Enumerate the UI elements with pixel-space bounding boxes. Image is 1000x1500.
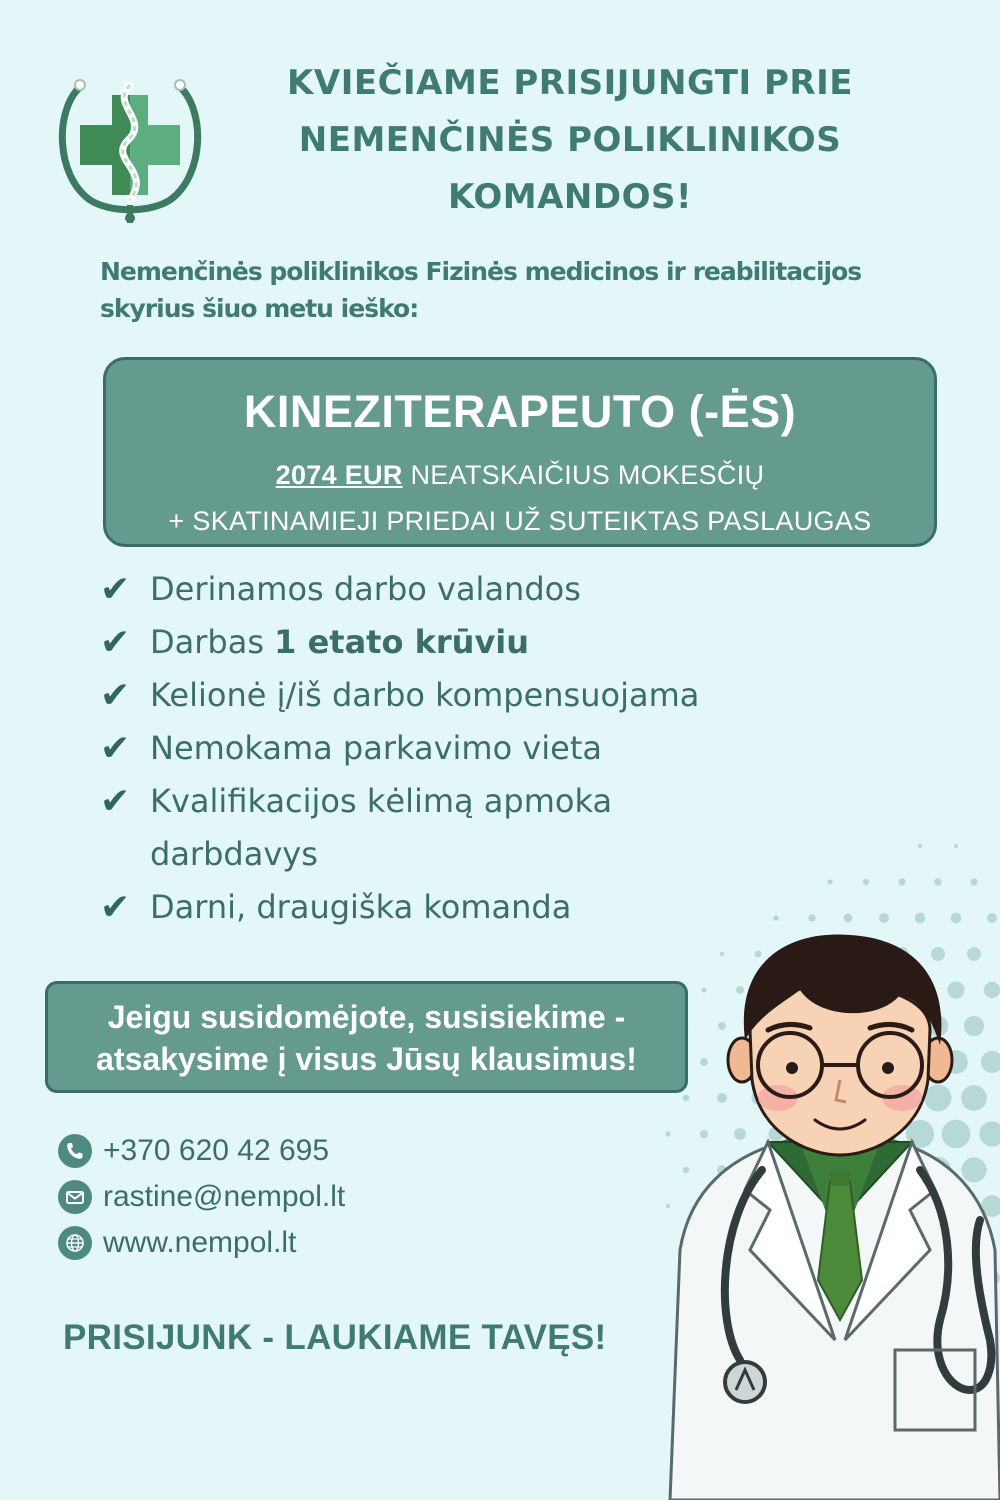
headline-line-3: KOMANDOS! <box>448 177 692 217</box>
decorative-dot <box>934 878 941 885</box>
email-icon <box>58 1180 92 1214</box>
contact-callout-line-2: atsakysime į visus Jūsų klausimus! <box>96 1041 637 1077</box>
benefit-text-bold: 1 etato krūviu <box>274 623 530 661</box>
benefit-text: Nemokama parkavimo vieta <box>150 729 602 767</box>
check-icon: ✔ <box>100 675 131 716</box>
decorative-dot <box>827 879 832 884</box>
headline <box>250 55 890 226</box>
intro-text <box>100 253 980 327</box>
bonus-line: + SKATINAMIEJI PRIEDAI UŽ SUTEIKTAS PASLAUGAS <box>168 506 872 536</box>
check-icon: ✔ <box>100 622 131 663</box>
salary-amount: 2074 EUR <box>275 460 403 490</box>
decorative-dot <box>970 878 977 885</box>
salary-note: NEATSKAIČIUS MOKESČIŲ <box>402 460 765 490</box>
job-offer-box <box>103 357 937 547</box>
intro-line-2: skyrius šiuo metu ieško: <box>100 294 419 323</box>
benefit-item <box>100 616 800 669</box>
contact-phone[interactable] <box>58 1128 345 1174</box>
doctor-illustration <box>650 920 1000 1500</box>
contact-callout-line-1: Jeigu susidomėjote, susisiekime - <box>107 999 626 1035</box>
check-icon: ✔ <box>100 728 131 769</box>
headline-line-2: NEMENČINĖS POLIKLINIKOS <box>298 120 842 160</box>
benefit-text: Kvalifikacijos kėlimą apmoka darbdavys <box>150 782 613 873</box>
phone-number: +370 620 42 695 <box>103 1134 330 1167</box>
contact-callout <box>45 981 688 1093</box>
headline-line-1: KVIEČIAME PRISIJUNGTI PRIE <box>287 63 853 103</box>
benefit-text: Derinamos darbo valandos <box>150 570 581 608</box>
email-address: rastine@nempol.lt <box>103 1180 346 1213</box>
check-icon: ✔ <box>100 781 131 822</box>
check-icon: ✔ <box>100 569 131 610</box>
clinic-logo-icon <box>50 65 210 225</box>
globe-icon <box>58 1226 92 1260</box>
decorative-dot <box>954 844 958 848</box>
contact-list <box>58 1128 345 1266</box>
benefit-item <box>100 722 800 775</box>
salary-line <box>106 460 934 491</box>
benefit-text: Darni, draugiška komanda <box>150 888 572 926</box>
benefit-text <box>150 616 710 669</box>
decorative-dot <box>918 844 922 848</box>
intro-line-1: Nemenčinės poliklinikos Fizinės medicinos ir reabilitacijos <box>100 257 862 286</box>
contact-website[interactable] <box>58 1220 345 1266</box>
decorative-dot <box>898 878 905 885</box>
benefit-text-prefix: Darbas <box>150 623 275 661</box>
benefit-text: Kelionė į/iš darbo kompensuojama <box>150 676 700 714</box>
phone-icon <box>58 1134 92 1168</box>
benefit-item <box>100 669 800 722</box>
footer-slogan: PRISIJUNK - LAUKIAME TAVĘS! <box>63 1318 607 1357</box>
job-title: KINEZITERAPEUTO (-ĖS) <box>243 386 797 437</box>
decorative-dot <box>863 879 869 885</box>
check-icon: ✔ <box>100 887 131 928</box>
website-url: www.nempol.lt <box>103 1226 297 1259</box>
contact-email[interactable] <box>58 1174 345 1220</box>
benefit-item <box>100 563 800 616</box>
